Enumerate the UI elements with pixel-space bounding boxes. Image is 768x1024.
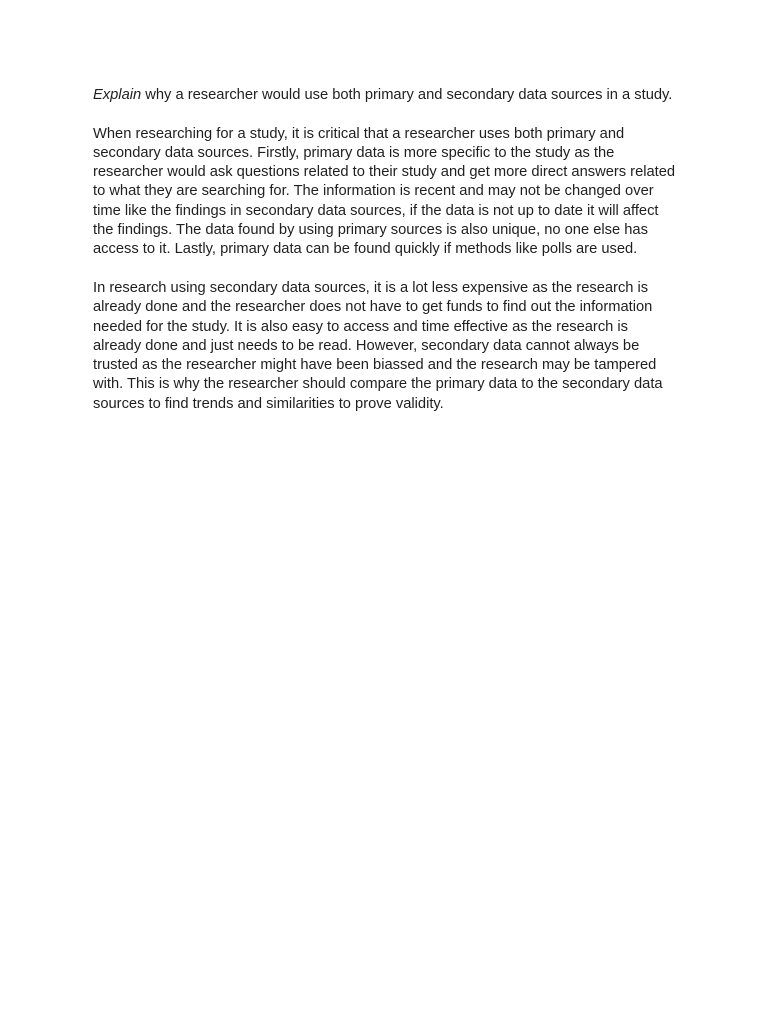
question-emphasis: Explain — [93, 87, 142, 103]
paragraph-secondary-data: In research using secondary data sources, it is a lot less expensive as the research is already done and the researcher does not have to get funds to find out the information needed for the study. It is also easy to access and time effective as the research is already done and just needs to be read. However, secondary data cannot always be trusted as the researcher might have been biassed and the research may be tampered with. This is why the researcher should compare the primary data to the secondary data sources to find trends and similarities to prove validity. — [93, 279, 663, 412]
question-prompt — [93, 86, 678, 105]
document-body — [93, 86, 678, 433]
paragraph-primary-data: When researching for a study, it is critical that a researcher uses both primary and secondary data sources. Firstly, primary data is more specific to the study as the researcher would ask questions related to their study and get more direct answers related to what they are searching for. The information is recent and may not be changed over time like the findings in secondary data sources, if the data is not up to date it will affect the findings. The data found by using primary sources is also unique, no one else has access to it. Lastly, primary data can be found quickly if methods like polls are used. — [93, 125, 676, 258]
question-text: why a researcher would use both primary and secondary data sources in a study. — [141, 87, 673, 103]
